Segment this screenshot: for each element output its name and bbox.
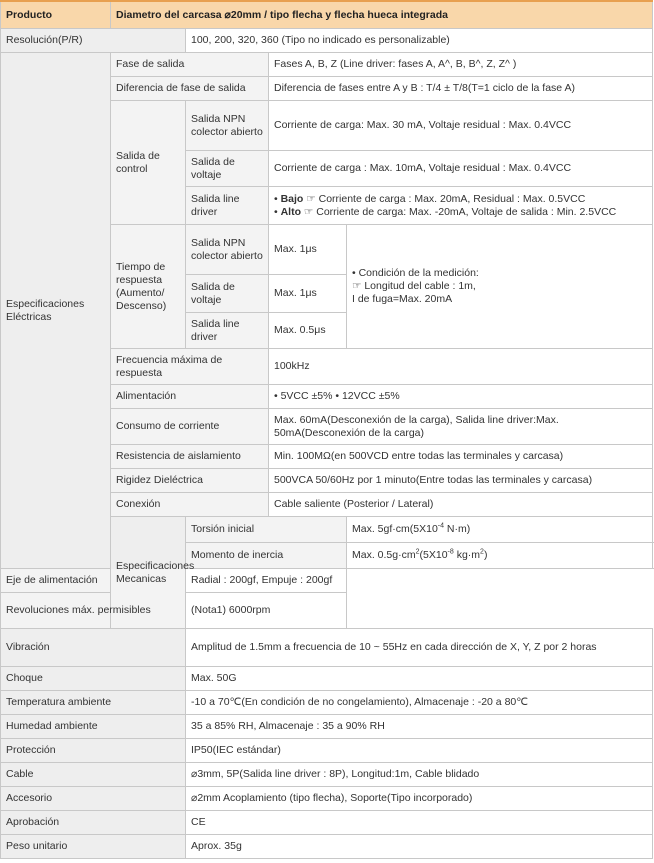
inertia-value-part: kg·m bbox=[453, 549, 481, 561]
ambient-humidity-label: Humedad ambiente bbox=[1, 715, 186, 739]
electrical-specs-label: Especificaciones Eléctricas bbox=[1, 53, 111, 569]
measurement-condition-note bbox=[347, 225, 653, 349]
current-consumption-label: Consumo de corriente bbox=[111, 409, 269, 445]
power-supply-value: • 5VCC ±5% • 12VCC ±5% bbox=[269, 385, 653, 409]
shaft-load-value: Radial : 200gf, Empuje : 200gf bbox=[186, 569, 347, 593]
response-line-driver-value: Max. 0.5μs bbox=[269, 313, 347, 349]
control-voltage-value: Corriente de carga : Max. 10mA, Voltaje residual : Max. 0.4VCC bbox=[269, 151, 653, 187]
table-row bbox=[1, 593, 653, 629]
high-label: Alto bbox=[280, 205, 302, 218]
header-row bbox=[1, 1, 653, 29]
table-row bbox=[1, 53, 653, 77]
max-frequency-value: 100kHz bbox=[269, 349, 653, 385]
control-output-label: Salida de control bbox=[111, 101, 186, 225]
unit-weight-value: Aprox. 35g bbox=[186, 835, 653, 859]
response-line-driver-label: Salida line driver bbox=[186, 313, 269, 349]
approval-value: CE bbox=[186, 811, 653, 835]
control-npn-label: Salida NPN colector abierto bbox=[186, 101, 269, 151]
table-row bbox=[1, 763, 653, 787]
table-row bbox=[1, 811, 653, 835]
moment-of-inertia-value bbox=[347, 543, 653, 569]
note-line-3: I de fuga=Max. 20mA bbox=[352, 293, 453, 305]
cable-value: ⌀3mm, 5P(Salida line driver : 8P), Longitud:1m, Cable blidado bbox=[186, 763, 653, 787]
table-row bbox=[1, 835, 653, 859]
table-row bbox=[1, 691, 653, 715]
bullet: • bbox=[274, 205, 281, 218]
inertia-value-part: ) bbox=[483, 549, 488, 561]
accessory-value: ⌀2mm Acoplamiento (tipo flecha), Soporte(Tipo incorporado) bbox=[186, 787, 653, 811]
note-line-1: • Condición de la medición: bbox=[352, 267, 479, 279]
protection-value: IP50(IEC estándar) bbox=[186, 739, 653, 763]
protection-label: Protección bbox=[1, 739, 186, 763]
table-row bbox=[1, 787, 653, 811]
response-voltage-value: Max. 1μs bbox=[269, 275, 347, 313]
dielectric-strength-label: Rigidez Dieléctrica bbox=[111, 469, 269, 493]
moment-of-inertia-label: Momento de inercia bbox=[186, 543, 347, 569]
control-npn-value: Corriente de carga: Max. 30 mA, Voltaje residual : Max. 0.4VCC bbox=[269, 101, 653, 151]
inertia-exponent-2: -8 bbox=[447, 548, 454, 556]
inertia-value-part: Max. 0.5g·cm bbox=[352, 549, 416, 561]
high-value: ☞ Corriente de carga: Max. -20mA, Voltaje de salida : Min. 2.5VCC bbox=[301, 205, 617, 218]
approval-label: Aprobación bbox=[1, 811, 186, 835]
control-line-driver-value bbox=[269, 187, 653, 225]
inertia-value-part: (5X10 bbox=[419, 549, 448, 561]
response-npn-value: Max. 1μs bbox=[269, 225, 347, 275]
table-row bbox=[1, 739, 653, 763]
table-row bbox=[1, 715, 653, 739]
torque-unit-part: N·m) bbox=[444, 523, 471, 535]
table-row bbox=[1, 629, 653, 667]
cable-label: Cable bbox=[1, 763, 186, 787]
note-line-2: ☞ Longitud del cable : 1m, bbox=[352, 280, 476, 292]
current-consumption-value: Max. 60mA(Desconexión de la carga), Salida line driver:Max. 50mA(Desconexión de la carga) bbox=[269, 409, 653, 445]
vibration-label: Vibración bbox=[1, 629, 186, 667]
table-row bbox=[1, 667, 653, 691]
resolution-value: 100, 200, 320, 360 (Tipo no indicado es personalizable) bbox=[186, 29, 653, 53]
starting-torque-label: Torsión inicial bbox=[186, 517, 347, 543]
control-voltage-label: Salida de voltaje bbox=[186, 151, 269, 187]
max-revolutions-label: Revoluciones máx. permisibles bbox=[1, 593, 186, 629]
shaft-load-label: Eje de alimentación bbox=[1, 569, 186, 593]
ambient-temperature-label: Temperatura ambiente bbox=[1, 691, 186, 715]
vibration-value: Amplitud de 1.5mm a frecuencia de 10 ~ 55Hz en cada dirección de X, Y, Z por 2 horas bbox=[186, 629, 653, 667]
line-driver-low bbox=[274, 193, 647, 206]
connection-value: Cable saliente (Posterior / Lateral) bbox=[269, 493, 653, 517]
line-driver-high bbox=[274, 206, 647, 219]
connection-label: Conexión bbox=[111, 493, 269, 517]
table-row bbox=[1, 569, 653, 593]
inertia-exponent-1: 2 bbox=[415, 548, 420, 556]
mechanical-specs-label: Especificaciones Mecanicas bbox=[111, 517, 186, 629]
torque-exponent: -4 bbox=[437, 522, 445, 530]
phase-difference-value: Diferencia de fases entre A y B : T/4 ± T/8(T=1 ciclo de la fase A) bbox=[269, 77, 653, 101]
response-time-label: Tiempo de respuesta (Aumento/ Descenso) bbox=[111, 225, 186, 349]
inertia-exponent-3: 2 bbox=[480, 548, 484, 556]
unit-weight-label: Peso unitario bbox=[1, 835, 186, 859]
table-row bbox=[1, 29, 653, 53]
bullet: • bbox=[274, 192, 281, 205]
insulation-resistance-label: Resistencia de aislamiento bbox=[111, 445, 269, 469]
max-revolutions-value: (Nota1) 6000rpm bbox=[186, 593, 347, 629]
output-phase-label: Fase de salida bbox=[111, 53, 269, 77]
phase-difference-label: Diferencia de fase de salida bbox=[111, 77, 269, 101]
ambient-humidity-value: 35 a 85% RH, Almacenaje : 35 a 90% RH bbox=[186, 715, 653, 739]
ambient-temperature-value: -10 a 70℃(En condición de no congelamiento), Almacenaje : -20 a 80℃ bbox=[186, 691, 653, 715]
resolution-label: Resolución(P/R) bbox=[1, 29, 186, 53]
low-value: ☞ Corriente de carga : Max. 20mA, Residual : Max. 0.5VCC bbox=[303, 192, 586, 205]
max-frequency-label: Frecuencia máxima de respuesta bbox=[111, 349, 269, 385]
shock-value: Max. 50G bbox=[186, 667, 653, 691]
starting-torque-value bbox=[347, 517, 653, 543]
response-voltage-label: Salida de voltaje bbox=[186, 275, 269, 313]
response-npn-label: Salida NPN colector abierto bbox=[186, 225, 269, 275]
low-label: Bajo bbox=[280, 192, 304, 205]
torque-value-part: Max. 5gf·cm(5X10 bbox=[352, 523, 438, 535]
header-product: Producto bbox=[1, 1, 111, 29]
dielectric-strength-value: 500VCA 50/60Hz por 1 minuto(Entre todas las terminales y carcasa) bbox=[269, 469, 653, 493]
shock-label: Choque bbox=[1, 667, 186, 691]
accessory-label: Accesorio bbox=[1, 787, 186, 811]
output-phase-value: Fases A, B, Z (Line driver: fases A, A^, B, B^, Z, Z^ ) bbox=[269, 53, 653, 77]
power-supply-label: Alimentación bbox=[111, 385, 269, 409]
header-description: Diametro del carcasa ⌀20mm / tipo flecha y flecha hueca integrada bbox=[111, 1, 653, 29]
insulation-resistance-value: Min. 100MΩ(en 500VCD entre todas las terminales y carcasa) bbox=[269, 445, 653, 469]
control-line-driver-label: Salida line driver bbox=[186, 187, 269, 225]
